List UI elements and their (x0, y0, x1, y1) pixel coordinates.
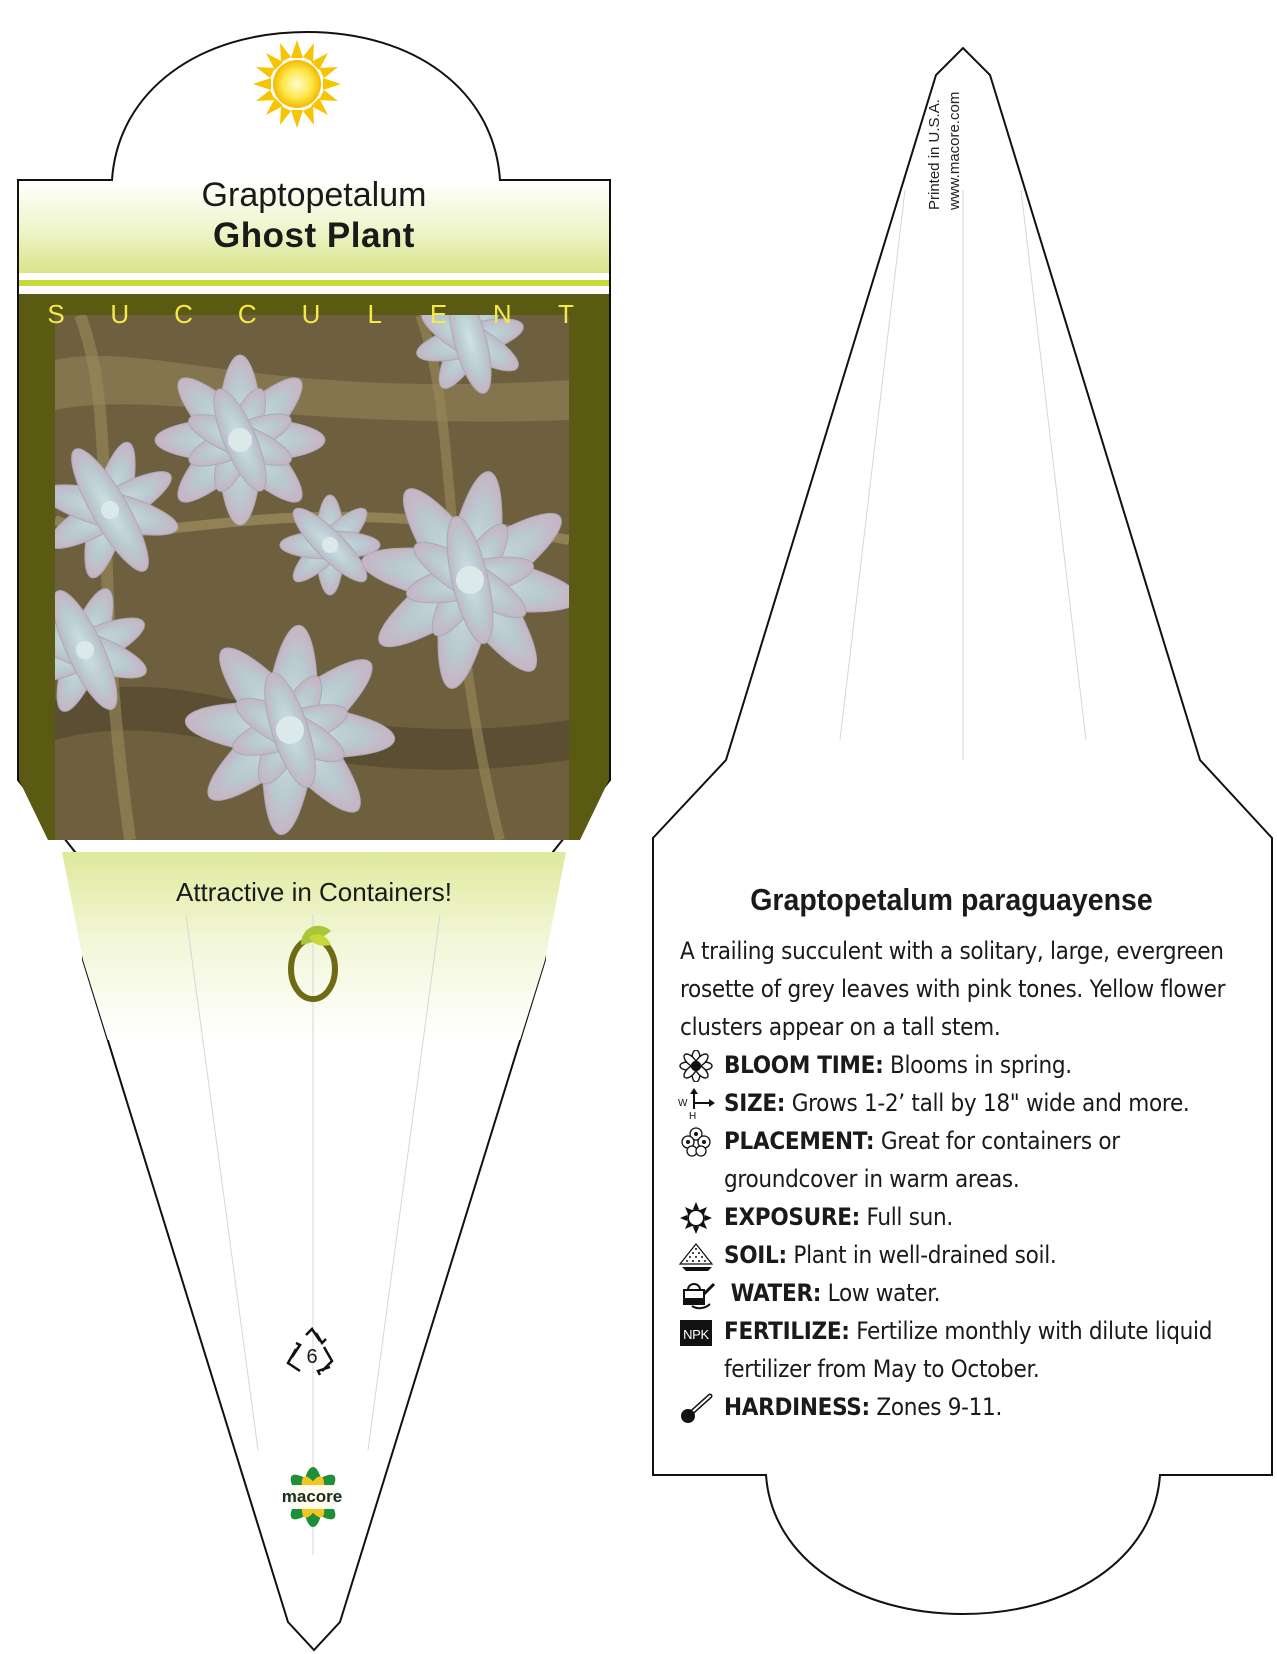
water-label: WATER: (730, 1279, 822, 1307)
printed-info (925, 10, 965, 210)
fertilize-label: FERTILIZE: (724, 1317, 850, 1345)
website: www.macore.com (946, 91, 963, 210)
placement-label: PLACEMENT: (724, 1127, 875, 1155)
recycle-number: 6 (306, 1346, 318, 1368)
npk-text: NPK (683, 1327, 709, 1342)
front-tag-outline (18, 32, 610, 1650)
soil-label: SOIL: (724, 1241, 787, 1269)
botanical-name: Graptopetalum paraguayense (750, 882, 1153, 917)
category-letter: C (174, 299, 193, 329)
detail-placement (680, 1122, 1246, 1198)
category-band (44, 298, 578, 330)
bloom-time-text: Blooms in spring. (883, 1051, 1072, 1079)
size-h-letter: H (689, 1111, 696, 1120)
detail-fertilize (680, 1312, 1246, 1388)
size-arrows-icon (678, 1088, 716, 1120)
hardiness-label: HARDINESS: (724, 1393, 870, 1421)
sun-outline-icon (678, 1202, 716, 1234)
soil-text: Plant in well-drained soil. (786, 1241, 1057, 1269)
category-letter: T (558, 299, 574, 329)
detail-exposure (680, 1198, 1246, 1236)
category-letter: C (237, 299, 257, 329)
exposure-label: EXPOSURE: (724, 1203, 860, 1231)
category-letter: E (429, 299, 448, 329)
category-letter: U (110, 299, 130, 329)
placement-text: Great for containers or groundcover in warm areas. (724, 1127, 1120, 1193)
common-name-title: Ghost Plant (213, 216, 415, 255)
size-label: SIZE: (724, 1089, 786, 1117)
printed-country: Printed in U.S.A. (926, 99, 943, 210)
watering-can-icon (678, 1278, 716, 1310)
detail-bloom-time (680, 1046, 1246, 1084)
thermometer-icon (678, 1392, 716, 1424)
succulent-photo (18, 283, 583, 840)
soil-icon (678, 1240, 716, 1272)
category-letter: S (47, 299, 65, 329)
genus-title: Graptopetalum (201, 176, 427, 214)
category-letter: U (301, 299, 321, 329)
bloom-time-label: BLOOM TIME: (724, 1051, 884, 1079)
size-text: Grows 1-2’ tall by 18" wide and more. (785, 1089, 1190, 1117)
detail-size (680, 1084, 1246, 1122)
fertilize-text: Fertilize monthly with dilute liquid fertilizer from May to October. (724, 1317, 1213, 1383)
tagline: Attractive in Containers! (175, 877, 452, 907)
description: A trailing succulent with a solitary, large, evergreen rosette of grey leaves with pink tones. Yellow flower clusters appear on a tall stem. (680, 937, 1226, 1041)
size-w-letter: W (678, 1098, 688, 1109)
exposure-text: Full sun. (859, 1203, 953, 1231)
logo-text: macore (281, 1487, 343, 1506)
detail-water (680, 1274, 1246, 1312)
detail-soil (680, 1236, 1246, 1274)
care-info (680, 932, 1246, 1426)
sun-icon (253, 40, 341, 128)
detail-hardiness (680, 1388, 1246, 1426)
category-letter: N (492, 299, 512, 329)
water-text: Low water. (821, 1279, 941, 1307)
flower-icon (678, 1050, 716, 1082)
placement-icon (678, 1126, 716, 1158)
npk-icon (678, 1316, 716, 1348)
category-letter: L (367, 299, 382, 329)
hardiness-text: Zones 9-11. (869, 1393, 1003, 1421)
